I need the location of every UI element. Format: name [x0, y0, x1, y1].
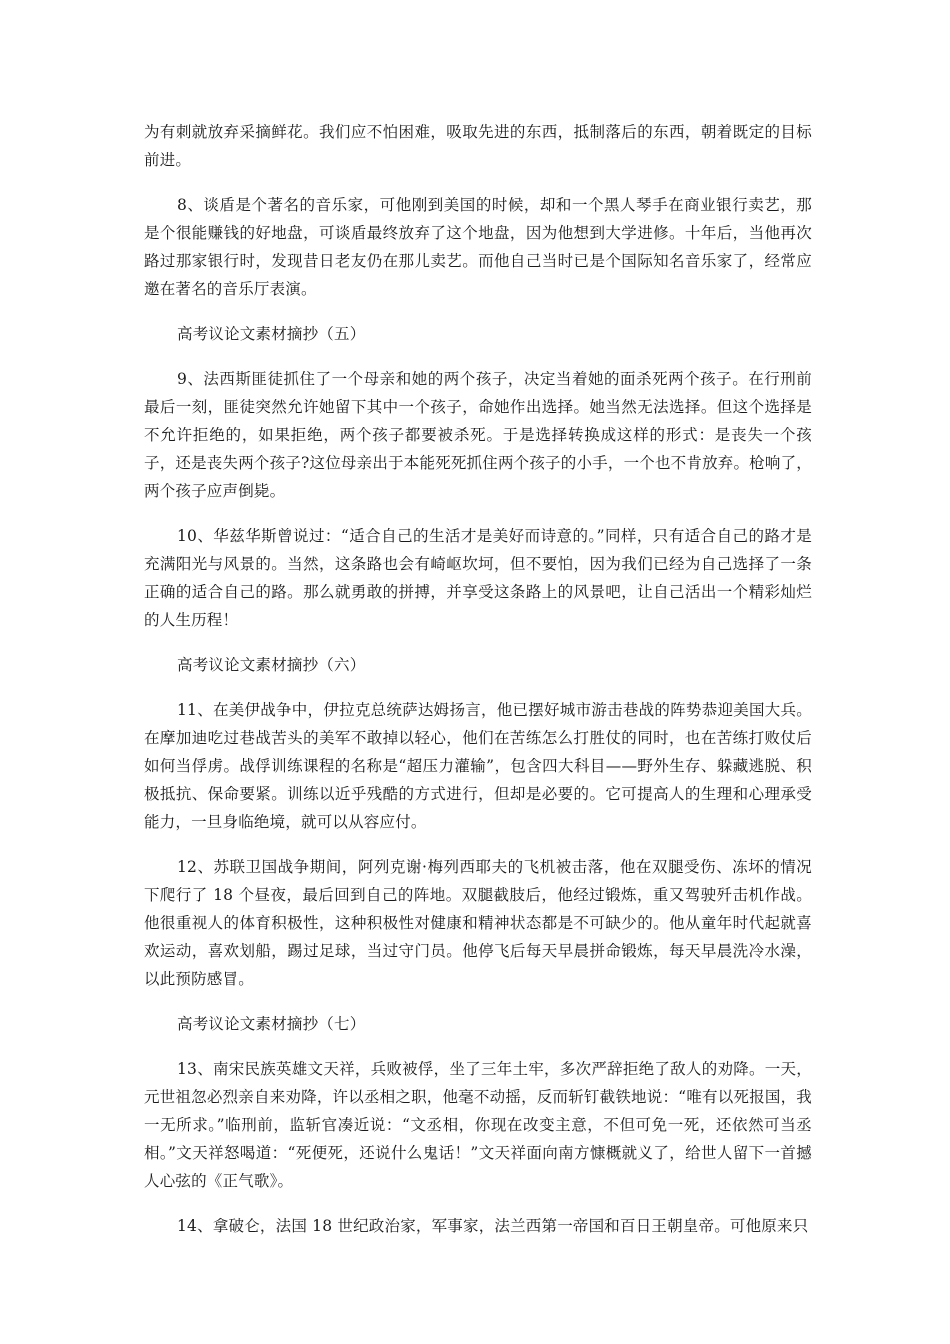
section-heading-5: 高考议论文素材摘抄（五）: [177, 325, 366, 343]
paragraph-continuation: 为有刺就放弃采摘鲜花。我们应不怕困难，吸取先进的东西，抵制落后的东西，朝着既定的目标前进。: [144, 123, 812, 169]
document-body: [144, 118, 812, 1240]
paragraph-11: 11、在美伊战争中，伊拉克总统萨达姆扬言，他已摆好城市游击巷战的阵势恭迎美国大兵。在摩加迪吃过巷战苦头的美军不敢掉以轻心，他们在苦练怎么打胜仗的同时，也在苦练打败仗后如何当俘虏。战俘训练课程的名称是“超压力灌输”，包含四大科目——野外生存、躲藏逃脱、积极抵抗、保命要紧。训练以近乎残酷的方式进行，但却是必要的。它可提高人的生理和心理承受能力，一旦身临绝境，就可以从容应付。: [144, 701, 812, 831]
paragraph-13: 13、南宋民族英雄文天祥，兵败被俘，坐了三年土牢，多次严辞拒绝了敌人的劝降。一天，元世祖忽必烈亲自来劝降，许以丞相之职，他毫不动摇，反而斩钉截铁地说：“唯有以死报国，我一无所求。”临刑前，监斩官凑近说：“文丞相，你现在改变主意，不但可免一死，还依然可当丞相。”文天祥怒喝道：“死便死，还说什么鬼话！”文天祥面向南方慷概就义了，给世人留下一首撼人心弦的《正气歌》。: [144, 1060, 812, 1190]
paragraph-10: 10、华兹华斯曾说过：“适合自己的生活才是美好而诗意的。”同样，只有适合自己的路才是充满阳光与风景的。当然，这条路也会有崎岖坎坷，但不要怕，因为我们已经为自己选择了一条正确的适合自己的路。那么就勇敢的拼搏，并享受这条路上的风景吧，让自己活出一个精彩灿烂的人生历程！: [144, 527, 812, 629]
paragraph-12: 12、苏联卫国战争期间，阿列克谢·梅列西耶夫的飞机被击落，他在双腿受伤、冻坏的情况下爬行了 18 个昼夜，最后回到自己的阵地。双腿截肢后，他经过锻炼，重又驾驶歼击机作战。他很重视人的体育积极性，这种积极性对健康和精神状态都是不可缺少的。他从童年时代起就喜欢运动，喜欢划船，踢过足球，当过守门员。他停飞后每天早晨拼命锻炼，每天早晨洗冷水澡，以此预防感冒。: [144, 858, 812, 988]
section-heading-7: 高考议论文素材摘抄（七）: [177, 1015, 366, 1033]
paragraph-14: 14、拿破仑，法国 18 世纪政治家，军事家，法兰西第一帝国和百日王朝皇帝。可他原来只: [177, 1217, 809, 1235]
paragraph-9: 9、法西斯匪徒抓住了一个母亲和她的两个孩子，决定当着她的面杀死两个孩子。在行刑前最后一刻，匪徒突然允许她留下其中一个孩子，命她作出选择。她当然无法选择。但这个选择是不允许拒绝的，如果拒绝，两个孩子都要被杀死。于是选择转换成这样的形式：是丧失一个孩子，还是丧失两个孩子?这位母亲出于本能死死抓住两个孩子的小手，一个也不肯放弃。枪响了，两个孩子应声倒毙。: [144, 370, 812, 500]
section-heading-6: 高考议论文素材摘抄（六）: [177, 656, 366, 674]
paragraph-8: 8、谈盾是个著名的音乐家，可他刚到美国的时候，却和一个黑人琴手在商业银行卖艺，那是个很能赚钱的好地盘，可谈盾最终放弃了这个地盘，因为他想到大学进修。十年后，当他再次路过那家银行时，发现昔日老友仍在那儿卖艺。而他自己当时已是个国际知名音乐家了，经常应邀在著名的音乐厅表演。: [144, 196, 812, 298]
